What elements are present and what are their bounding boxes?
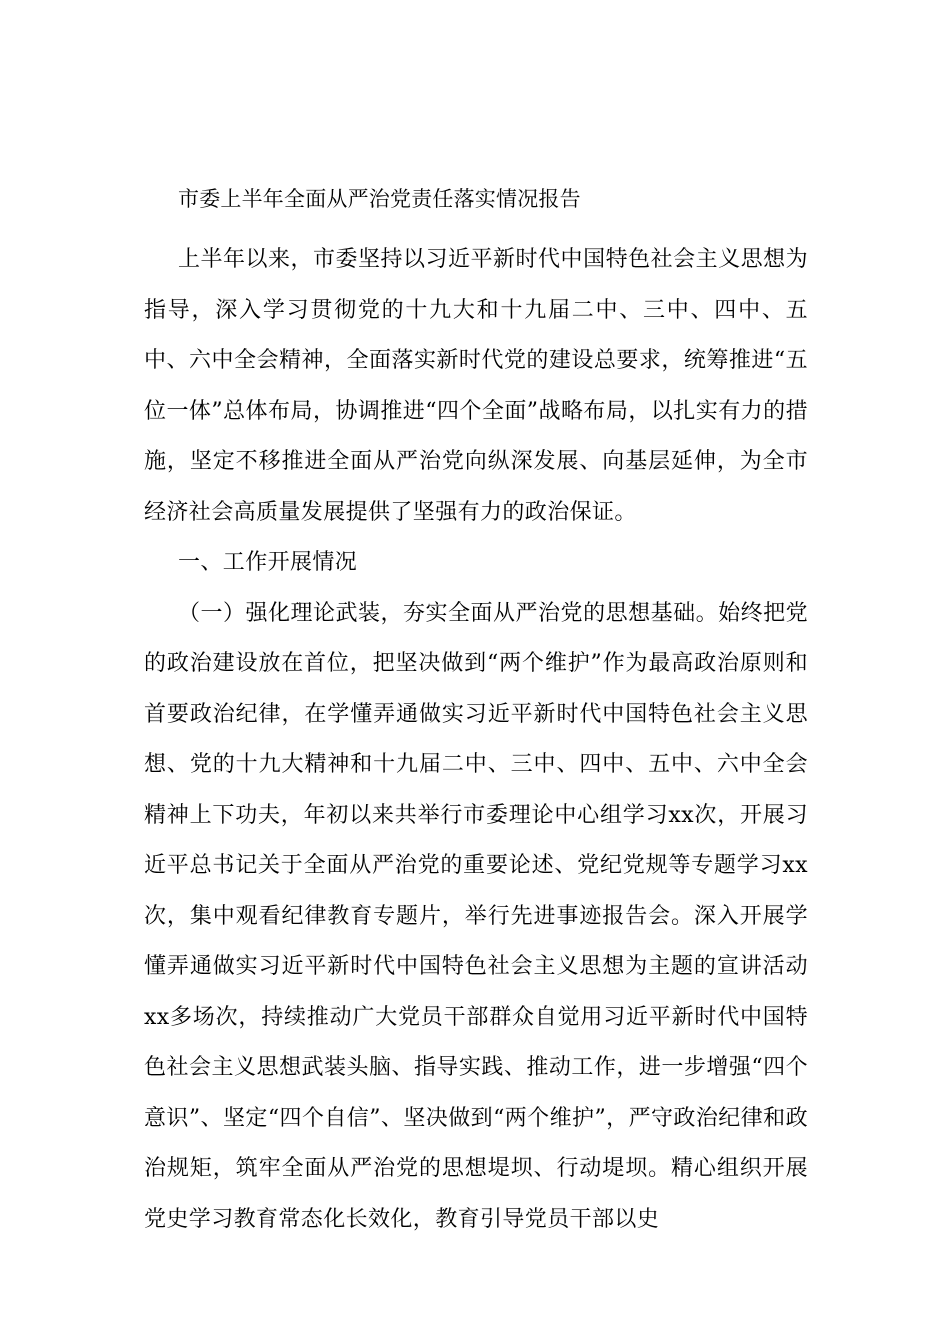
document-title: 市委上半年全面从严治党责任落实情况报告 [178, 187, 581, 211]
paragraph-intro: 上半年以来，市委坚持以习近平新时代中国特色社会主义思想为指导，深入学习贯彻党的十九大和十九届二中、三中、四中、五中、六中全会精神，全面落实新时代党的建设总要求，统筹推进“五位一体”总体布局，协调推进“四个全面”战略布局，以扎实有力的措施，坚定不移推进全面从严治党向纵深发展、向基层延伸，为全市经济社会高质量发展提供了坚强有力的政治保证。 [144, 247, 808, 525]
paragraph-section-1: （一）强化理论武装，夯实全面从严治党的思想基础。始终把党的政治建设放在首位，把坚决做到“两个维护”作为最高政治原则和首要政治纪律，在学懂弄通做实习近平新时代中国特色社会主义思想、党的十九大精神和十九届二中、三中、四中、五中、六中全会精神上下功夫，年初以来共举行市委理论中心组学习xx次，开展习近平总书记关于全面从严治党的重要论述、党纪党规等专题学习xx次，集中观看纪律教育专题片，举行先进事迹报告会。深入开展学懂弄通做实习近平新时代中国特色社会主义思想为主题的宣讲活动xx多场次，持续推动广大党员干部群众自觉用习近平新时代中国特色社会主义思想武装头脑、指导实践、推动工作，进一步增强“四个意识”、坚定“四个自信”、坚决做到“两个维护”，严守政治纪律和政治规矩，筑牢全面从严治党的思想堤坝、行动堤坝。精心组织开展党史学习教育常态化长效化，教育引导党员干部以史 [144, 600, 808, 1232]
section-heading: 一、工作开展情况 [178, 550, 358, 575]
document-body [144, 235, 808, 1245]
